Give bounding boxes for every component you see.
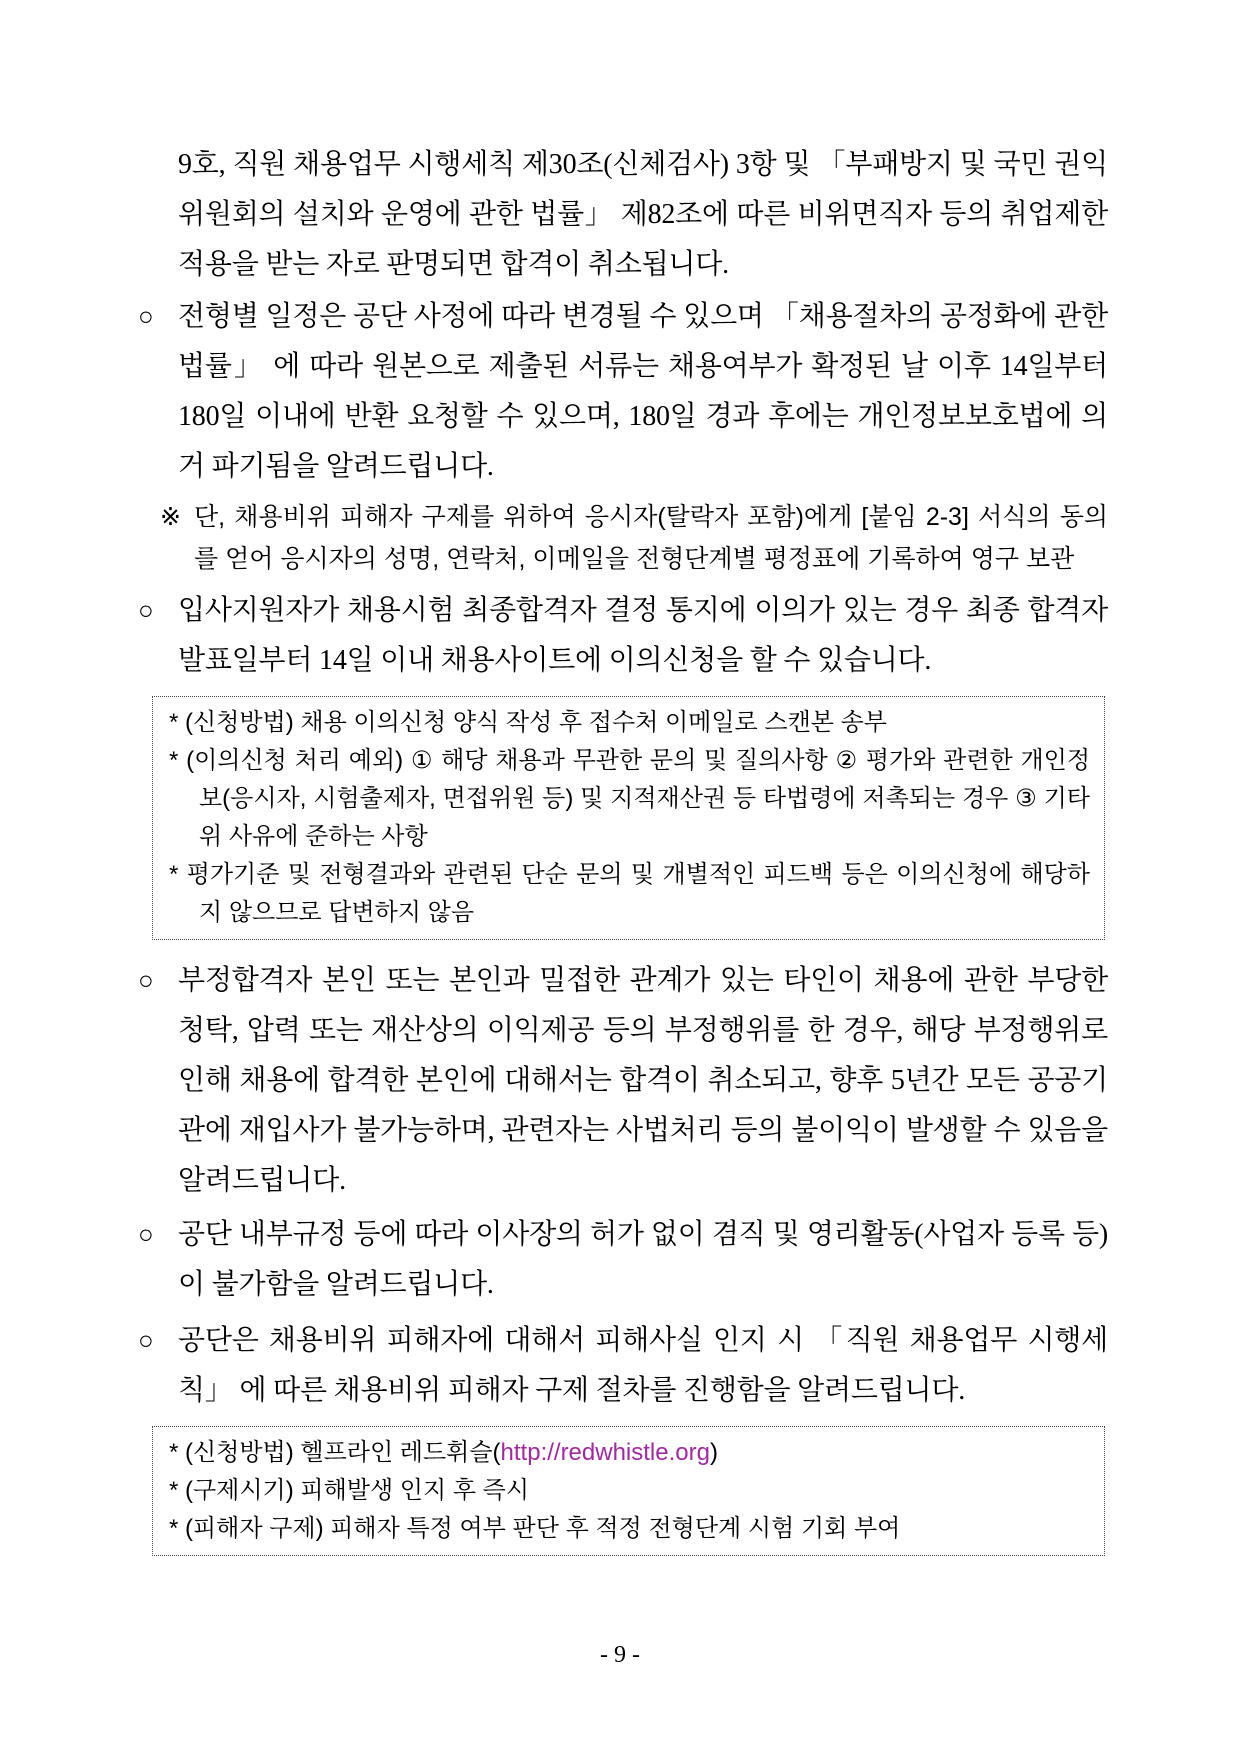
box-item-application-method: * (신청방법) 채용 이의신청 양식 작성 후 접수처 이메일로 스캔본 송부 [169, 709, 887, 736]
circle-bullet-icon: ○ [138, 966, 154, 995]
box-item-helpline [169, 1434, 1090, 1472]
box-item-remedy-timing: * (구제시기) 피해발생 인지 후 즉시 [169, 1477, 530, 1504]
paragraph-victim-remedy [138, 1316, 1108, 1416]
circle-bullet-icon: ○ [138, 302, 154, 331]
paragraph-text: 공단 내부규정 등에 따라 이사장의 허가 없이 겸직 및 영리활동(사업자 등록 등)이 불가함을 알려드립니다. [178, 1219, 1108, 1300]
paragraph-text: 전형별 일정은 공단 사정에 따라 변경될 수 있으며 「채용절차의 공정화에 관한 법률」 에 따라 원본으로 제출된 서류는 채용여부가 확정된 날 이후 14일부터 180일 이내에 반환 요청할 수 있으며, 180일 경과 후에는 개인정보보호법에 의거 파기됨을 알려드립니다. [178, 301, 1108, 482]
note-text: 단, 채용비위 피해자 구제를 위하여 응시자(탈락자 포함)에게 [붙임 2-3] 서식의 동의를 얻어 응시자의 성명, 연락처, 이메일을 전형단계별 평정표에 기록하여 영구 보관 [194, 503, 1108, 573]
paragraph-disqualification: 9호, 직원 채용업무 시행세칙 제30조(신체검사) 3항 및 「부패방지 및 국민 권익위원회의 설치와 운영에 관한 법률」 제82조에 따른 비위면직자 등의 취업제한 적용을 받는 자로 판명되면 합격이 취소됩니다. [178, 149, 1108, 280]
paragraph-text: 부정합격자 본인 또는 본인과 밀접한 관계가 있는 타인이 채용에 관한 부당한 청탁, 압력 또는 재산상의 이익제공 등의 부정행위를 한 경우, 해당 부정행위로 인해 채용에 합격한 본인에 대해서는 합격이 취소되고, 향후 5년간 모든 공공기관에 재입사가 불가능하며, 관련자는 사법처리 등의 불이익이 발생할 수 있음을 알려드립니다. [178, 965, 1108, 1196]
paragraph-text: 입사지원자가 채용시험 최종합격자 결정 통지에 이의가 있는 경우 최종 합격자 발표일부터 14일 이내 채용사이트에 이의신청을 할 수 있습니다. [178, 595, 1108, 676]
paragraph-objection [138, 586, 1108, 686]
box-item-objection-exceptions: * (이의신청 처리 예외) ① 해당 채용과 무관한 문의 및 질의사항 ② 평가와 관련한 개인정보(응시자, 시험출제자, 면접위원 등) 및 지적재산권 등 타법령에 저촉되는 경우 ③ 기타 위 사유에 준하는 사항 [169, 747, 1090, 850]
helpline-text: * (신청방법) 헬프라인 레드휘슬( [169, 1439, 501, 1466]
paragraph-text: 공단은 채용비위 피해자에 대해서 피해사실 인지 시 「직원 채용업무 시행세칙」 에 따른 채용비위 피해자 구제 절차를 진행함을 알려드립니다. [178, 1325, 1108, 1406]
helpline-text-suffix: ) [709, 1439, 718, 1466]
reference-mark-icon: ※ [160, 503, 181, 531]
page-number: - 9 - [600, 1642, 640, 1668]
paragraph-side-jobs [138, 1210, 1108, 1310]
note-box-objection [152, 696, 1105, 940]
circle-bullet-icon: ○ [138, 596, 154, 625]
box-item-victim-remedy: * (피해자 구제) 피해자 특정 여부 판단 후 적정 전형단계 시험 기회 부여 [169, 1515, 901, 1542]
note-permanent-retention [160, 496, 1108, 580]
paragraph-fraudulent-hire [138, 956, 1108, 1206]
redwhistle-link[interactable]: http://redwhistle.org [500, 1439, 710, 1466]
circle-bullet-icon: ○ [138, 1220, 154, 1249]
circle-bullet-icon: ○ [138, 1326, 154, 1355]
note-box-remedy [152, 1426, 1105, 1556]
paragraph-schedule-change [138, 292, 1108, 492]
box-item-no-reply: * 평가기준 및 전형결과와 관련된 단순 문의 및 개별적인 피드백 등은 이의신청에 해당하지 않으므로 답변하지 않음 [169, 861, 1090, 926]
